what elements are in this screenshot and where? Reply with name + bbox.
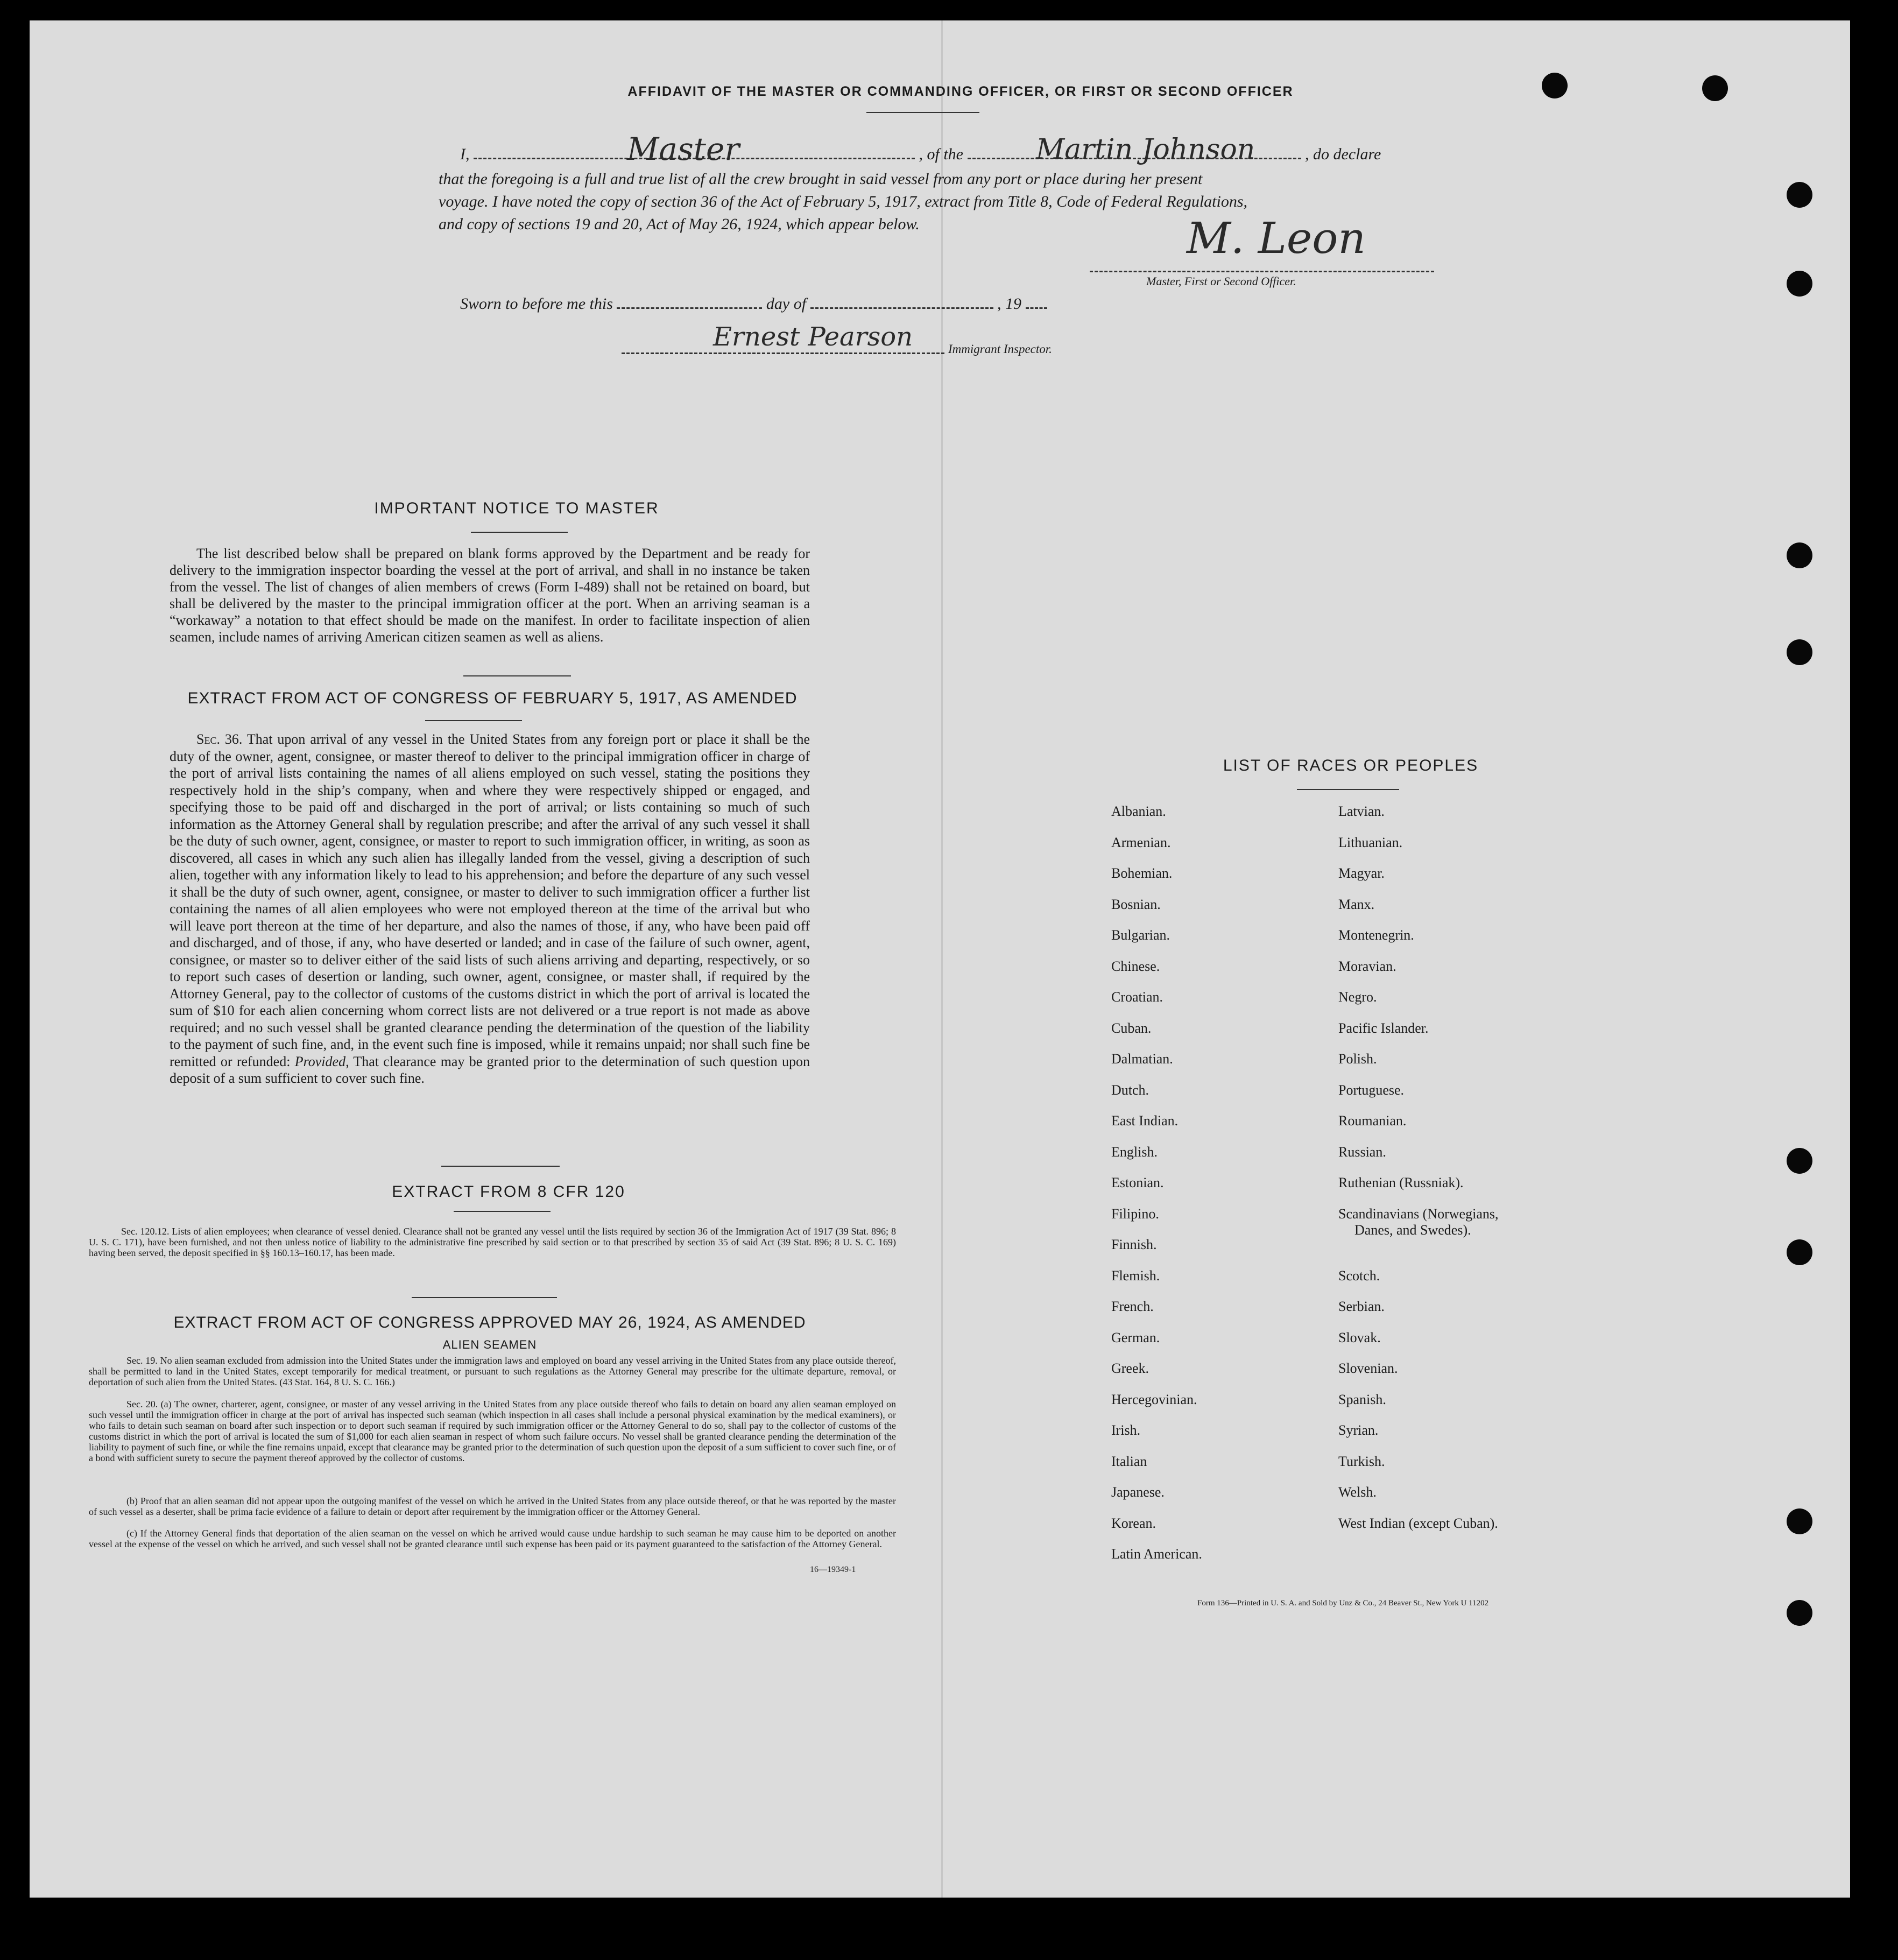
act1917-rule [425,720,522,721]
affidavit-line-3: voyage. I have noted the copy of section 36 of the Act of February 5, 1917, extract from Title 8, Code of Federal Regulations, [439,193,1248,210]
cfr-rule [454,1211,551,1212]
notice-rule [471,532,568,533]
act1917-body [170,731,810,1087]
punch-hole [1787,1600,1812,1626]
punch-hole [1787,1239,1812,1265]
race-item: Moravian. [1338,958,1396,974]
race-item: Bosnian. [1111,896,1161,912]
of-the: , of the [919,145,963,163]
race-item: German. [1111,1329,1160,1345]
race-item: Slovak. [1338,1329,1381,1345]
race-item: Negro. [1338,989,1377,1005]
race-item: Scotch. [1338,1267,1380,1284]
race-item: Syrian. [1338,1422,1379,1438]
punch-hole [1702,75,1728,101]
race-item: Russian. [1338,1144,1386,1160]
title-rule [866,112,979,113]
race-item: Filipino. [1111,1205,1159,1222]
vessel-handwriting: Martin Johnson [1036,133,1255,166]
act1924-code: 16—19349-1 [810,1565,856,1574]
race-item: English. [1111,1144,1158,1160]
race-item: Magyar. [1338,865,1385,881]
form-footer-note: Form 136—Printed in U. S. A. and Sold by Unz & Co., 24 Beaver St., New York U 11202 [1197,1599,1489,1608]
race-item: Irish. [1111,1422,1141,1438]
affidavit-line-4: and copy of sections 19 and 20, Act of May 26, 1924, which appear below. [439,215,920,233]
act1924-subtitle: ALIEN SEAMEN [442,1338,537,1351]
punch-hole [1787,1508,1812,1534]
inspector-signature: Ernest Pearson [713,322,913,352]
day-of: day of [766,295,807,313]
race-item: Albanian. [1111,803,1166,819]
act1924-sec20a: Sec. 20. (a) The owner, charterer, agent, consignee, or master of any vessel arriving in the United States from any place outside thereof who fails to detain on board any alien seaman employed on such vessel until the immigration officer in charge at the port of arrival has inspected such seaman (which inspection in all cases shall include a personal physical examination by the medical examiners), or who fails to detain such seaman on board after such inspection or to deport such seaman if required by such immigration officer or the Attorney General to do so, shall pay to the collector of customs of the customs district in which the port of arrival is located the sum of $1,000 for each alien seaman in respect of whom such failure occurs. No vessel shall be granted clearance pending the determination of the liability to payment of such fine, or while the fine remains unpaid, except that clearance may be granted prior to the determination of such question upon the deposit of a sum sufficient to cover such fine, or of a bond with sufficient surety to secure the payment thereof approved by the collector of customs. [89,1399,896,1463]
race-item: Montenegrin. [1338,927,1414,943]
do-declare: , do declare [1305,145,1381,163]
race-item: Bohemian. [1111,865,1173,881]
notice-body: The list described below shall be prepared on blank forms approved by the Department and be ready for delivery to the immigration inspector boarding the vessel at the port of arrival, and shall in no instance be taken from the vessel. The list of changes of alien members of crews (Form I-489) shall not be retained on board, but shall be delivered by the master to the principal immigration officer at the port. When an arriving seaman is a “workaway” a notation to that effect should be made on the manifest. In order to facilitate inspection of alien seamen, include names of arriving American citizen seamen as well as aliens. [170,546,810,645]
races-left-column [1111,803,1289,1577]
punch-hole [1542,73,1568,98]
cfr-top-rule [441,1166,560,1167]
sworn-prefix: Sworn to before me this [460,295,613,313]
race-item: Armenian. [1111,834,1171,850]
race-item: Chinese. [1111,958,1160,974]
sworn-line [460,295,1047,313]
act1917-sec-label: Sec. 36. [196,731,243,747]
act1924-sec20c: (c) If the Attorney General finds that deportation of the alien seaman on the vessel on which he arrived would cause undue hardship to such seaman he may cause him to be deported on another vessel at the expense of the vessel on which he arrived, and such vessel shall not be granted clearance until such expense has been paid or its payment guaranteed to the satisfaction of the Attorney General. [89,1528,896,1549]
act1924-title: EXTRACT FROM ACT OF CONGRESS APPROVED MAY 26, 1924, AS AMENDED [173,1314,806,1331]
affidavit-line-2: that the foregoing is a full and true list of all the crew brought in said vessel from any port or place during her present [439,170,1203,188]
affidavit-line-1 [460,145,1456,164]
race-item: Croatian. [1111,989,1163,1005]
race-item: Cuban. [1111,1020,1152,1036]
punch-hole [1787,1148,1812,1174]
race-item: Polish. [1338,1051,1377,1067]
cfr-body: Sec. 120.12. Lists of alien employees; when clearance of vessel denied. Clearance shall not be granted any vessel until the lists required by section 36 of the Immigration Act of 1917 (39 Stat. 896; 8 U. S. C. 171), have been furnished, and not then unless notice of liability to the administrative fine prescribed by said section or to that prescribed by section 35 of said Act (39 Stat. 896; 8 U. S. C. 169) having been served, the deposit specified in §§ 160.13–160.17, has been made. [89,1226,896,1258]
act1917-provided-text: That clearance may be granted prior to the determination of such question upon deposit of a sum sufficient to cover such fine. [170,1053,810,1086]
race-item: Dalmatian. [1111,1051,1173,1067]
year-prefix: , 19 [997,295,1022,313]
race-item: Korean. [1111,1515,1156,1531]
race-item: Scandinavians (Norwegians, [1338,1205,1499,1222]
race-item: Danes, and Swedes). [1354,1222,1471,1238]
act1917-text: That upon arrival of any vessel in the United States from any foreign port or place it shall be the duty of the owner, agent, consignee, or master thereof to deliver to the principal immigration officer in charge of the port of arrival lists containing the names of all aliens employed on such vessel, stating the positions they respectively hold in the ship’s company, when and where they were respectively shipped or engaged, and specifying those to be paid off and discharged in the port of arrival; or lists containing so much of such information as the Attorney General shall by regulation prescribe; and after the arrival of any such vessel it shall be the duty of such owner, agent, consignee, or master to report to such immigration officer, in writing, as soon as discovered, all cases in which any such alien has illegally landed from the vessel, giving a description of such alien, together with any information likely to lead to his apprehension; and before the departure of any such vessel it shall be the duty of such owner, agent, consignee, or master to deliver to such immigration officer a further list containing the names of all alien employees who were not employed thereon at the time of the arrival but who will leave port thereon at the time of her departure, and also the names of those, if any, who have been paid off and discharged, and of those, if any, who have deserted or landed; and in case of the failure of such owner, agent, consignee, or master so to deliver either of the said lists of such aliens arriving and departing, respectively, or so to report such cases of desertion or landing, such owner, agent, consignee, or master shall, if required by the Attorney General, pay to the collector of customs of the customs district in which the port of arrival is located the sum of $10 for each alien concerning whom correct lists are not delivered or a true report is not made as above required; and no such vessel shall be granted clearance pending the determination of the question of the liability to the payment of such fine, and, in the event such fine is imposed, while it remains unpaid; nor shall such fine be remitted or refunded: [170,731,810,1069]
punch-hole [1787,271,1812,297]
race-item: Dutch. [1111,1082,1149,1098]
inspector-caption: Immigrant Inspector. [948,342,1052,356]
race-item: Italian [1111,1453,1147,1469]
notice-end-rule [463,675,571,676]
race-item: Welsh. [1338,1484,1377,1500]
race-item: Flemish. [1111,1267,1160,1284]
race-item: Finnish. [1111,1237,1157,1252]
race-item: Greek. [1111,1360,1149,1376]
notice-title: IMPORTANT NOTICE TO MASTER [374,499,659,517]
act1917-provided-label: Provided, [294,1053,349,1069]
race-item: Manx. [1338,896,1375,912]
race-item: Roumanian. [1338,1113,1407,1129]
punch-hole [1787,542,1812,568]
race-item: Pacific Islander. [1338,1020,1429,1036]
year-blank [1026,307,1047,309]
document-sheet [30,20,1850,1898]
affidavit-title: AFFIDAVIT OF THE MASTER OR COMMANDING OFFICER, OR FIRST OR SECOND OFFICER [627,84,1294,99]
race-item: West Indian (except Cuban). [1338,1515,1498,1531]
race-item: Serbian. [1338,1299,1385,1314]
race-item: Hercegovinian. [1111,1391,1197,1407]
inspector-signature-line [622,352,944,354]
races-title: LIST OF RACES OR PEOPLES [1223,757,1479,774]
race-item: Ruthenian (Russniak). [1338,1175,1464,1190]
race-item: Latin American. [1111,1546,1202,1562]
cfr-title: EXTRACT FROM 8 CFR 120 [392,1183,625,1201]
races-right-column [1338,803,1618,1546]
race-item: Portuguese. [1338,1082,1405,1098]
act1924-top-rule [412,1297,557,1298]
officer-signature-line [1090,271,1434,272]
punch-hole [1787,182,1812,208]
master-handwriting: Master [627,131,740,167]
race-item: Lithuanian. [1338,834,1403,850]
officer-signature: M. Leon [1187,213,1366,263]
officer-caption: Master, First or Second Officer. [1146,274,1296,288]
act1917-title: EXTRACT FROM ACT OF CONGRESS OF FEBRUARY 5, 1917, AS AMENDED [187,689,798,707]
race-item: Turkish. [1338,1453,1385,1469]
race-item: Japanese. [1111,1484,1165,1500]
race-item: Slovenian. [1338,1360,1398,1376]
act1924-sec19: Sec. 19. No alien seaman excluded from admission into the United States under the immigration laws and employed on board any vessel arriving in the United States from any place outside thereof, shall be permitted to land in the United States, except temporarily for medical treatment, or pursuant to such regulations as the Attorney General may prescribe for the ultimate departure, removal, or deportation of such alien from the United States. (43 Stat. 164, 8 U. S. C. 166.) [89,1355,896,1387]
race-item: Latvian. [1338,803,1385,819]
act1924-sec20b: (b) Proof that an alien seaman did not appear upon the outgoing manifest of the vessel on which he arrived in the United States from any place outside thereof, or that he was reported by the master of such vessel as a deserter, shall be prima facie evidence of a failure to detain or deport after requirement by the immigration officer or the Attorney General. [89,1496,896,1517]
races-rule [1297,789,1399,790]
race-item: Bulgarian. [1111,927,1170,943]
race-item: East Indian. [1111,1113,1179,1129]
declare-i: I, [460,145,470,163]
race-item: French. [1111,1299,1154,1314]
punch-hole [1787,639,1812,665]
day-blank [617,307,762,309]
race-item: Estonian. [1111,1175,1164,1190]
race-item: Spanish. [1338,1391,1386,1407]
month-blank [810,307,993,309]
